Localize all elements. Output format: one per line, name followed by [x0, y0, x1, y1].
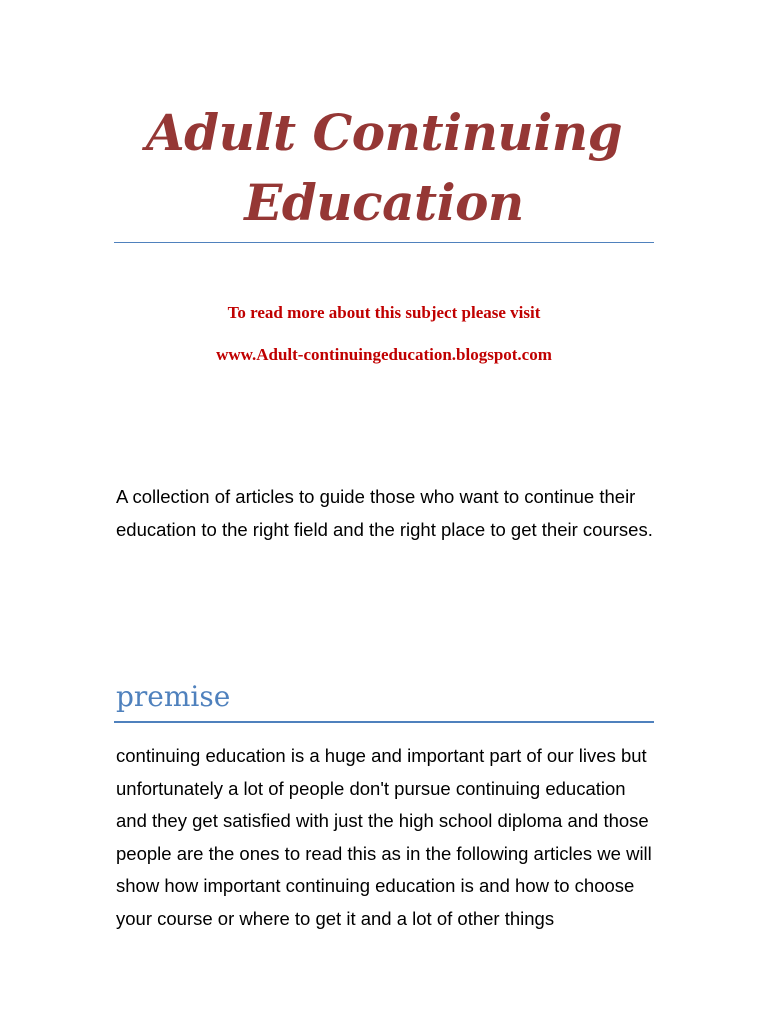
title-divider — [114, 242, 654, 243]
section-heading-premise: premise — [116, 680, 231, 713]
blog-url-link[interactable]: www.Adult-continuingeducation.blogspot.com — [216, 345, 552, 364]
heading-divider — [114, 721, 654, 723]
intro-paragraph: A collection of articles to guide those who want to continue their education to the right field and the right place to get their courses. — [116, 486, 653, 540]
visit-note: To read more about this subject please visit — [227, 303, 541, 322]
premise-paragraph: continuing education is a huge and important part of our lives but unfortunately a lot of people don't pursue continuing education and they get satisfied with just the high school diploma and those people are the ones to read this as in the following articles we will show how important continuing education is and how to choose your course or where to get it and a lot of other things — [116, 745, 652, 929]
document-title: Adult Continuing Education — [145, 103, 623, 232]
